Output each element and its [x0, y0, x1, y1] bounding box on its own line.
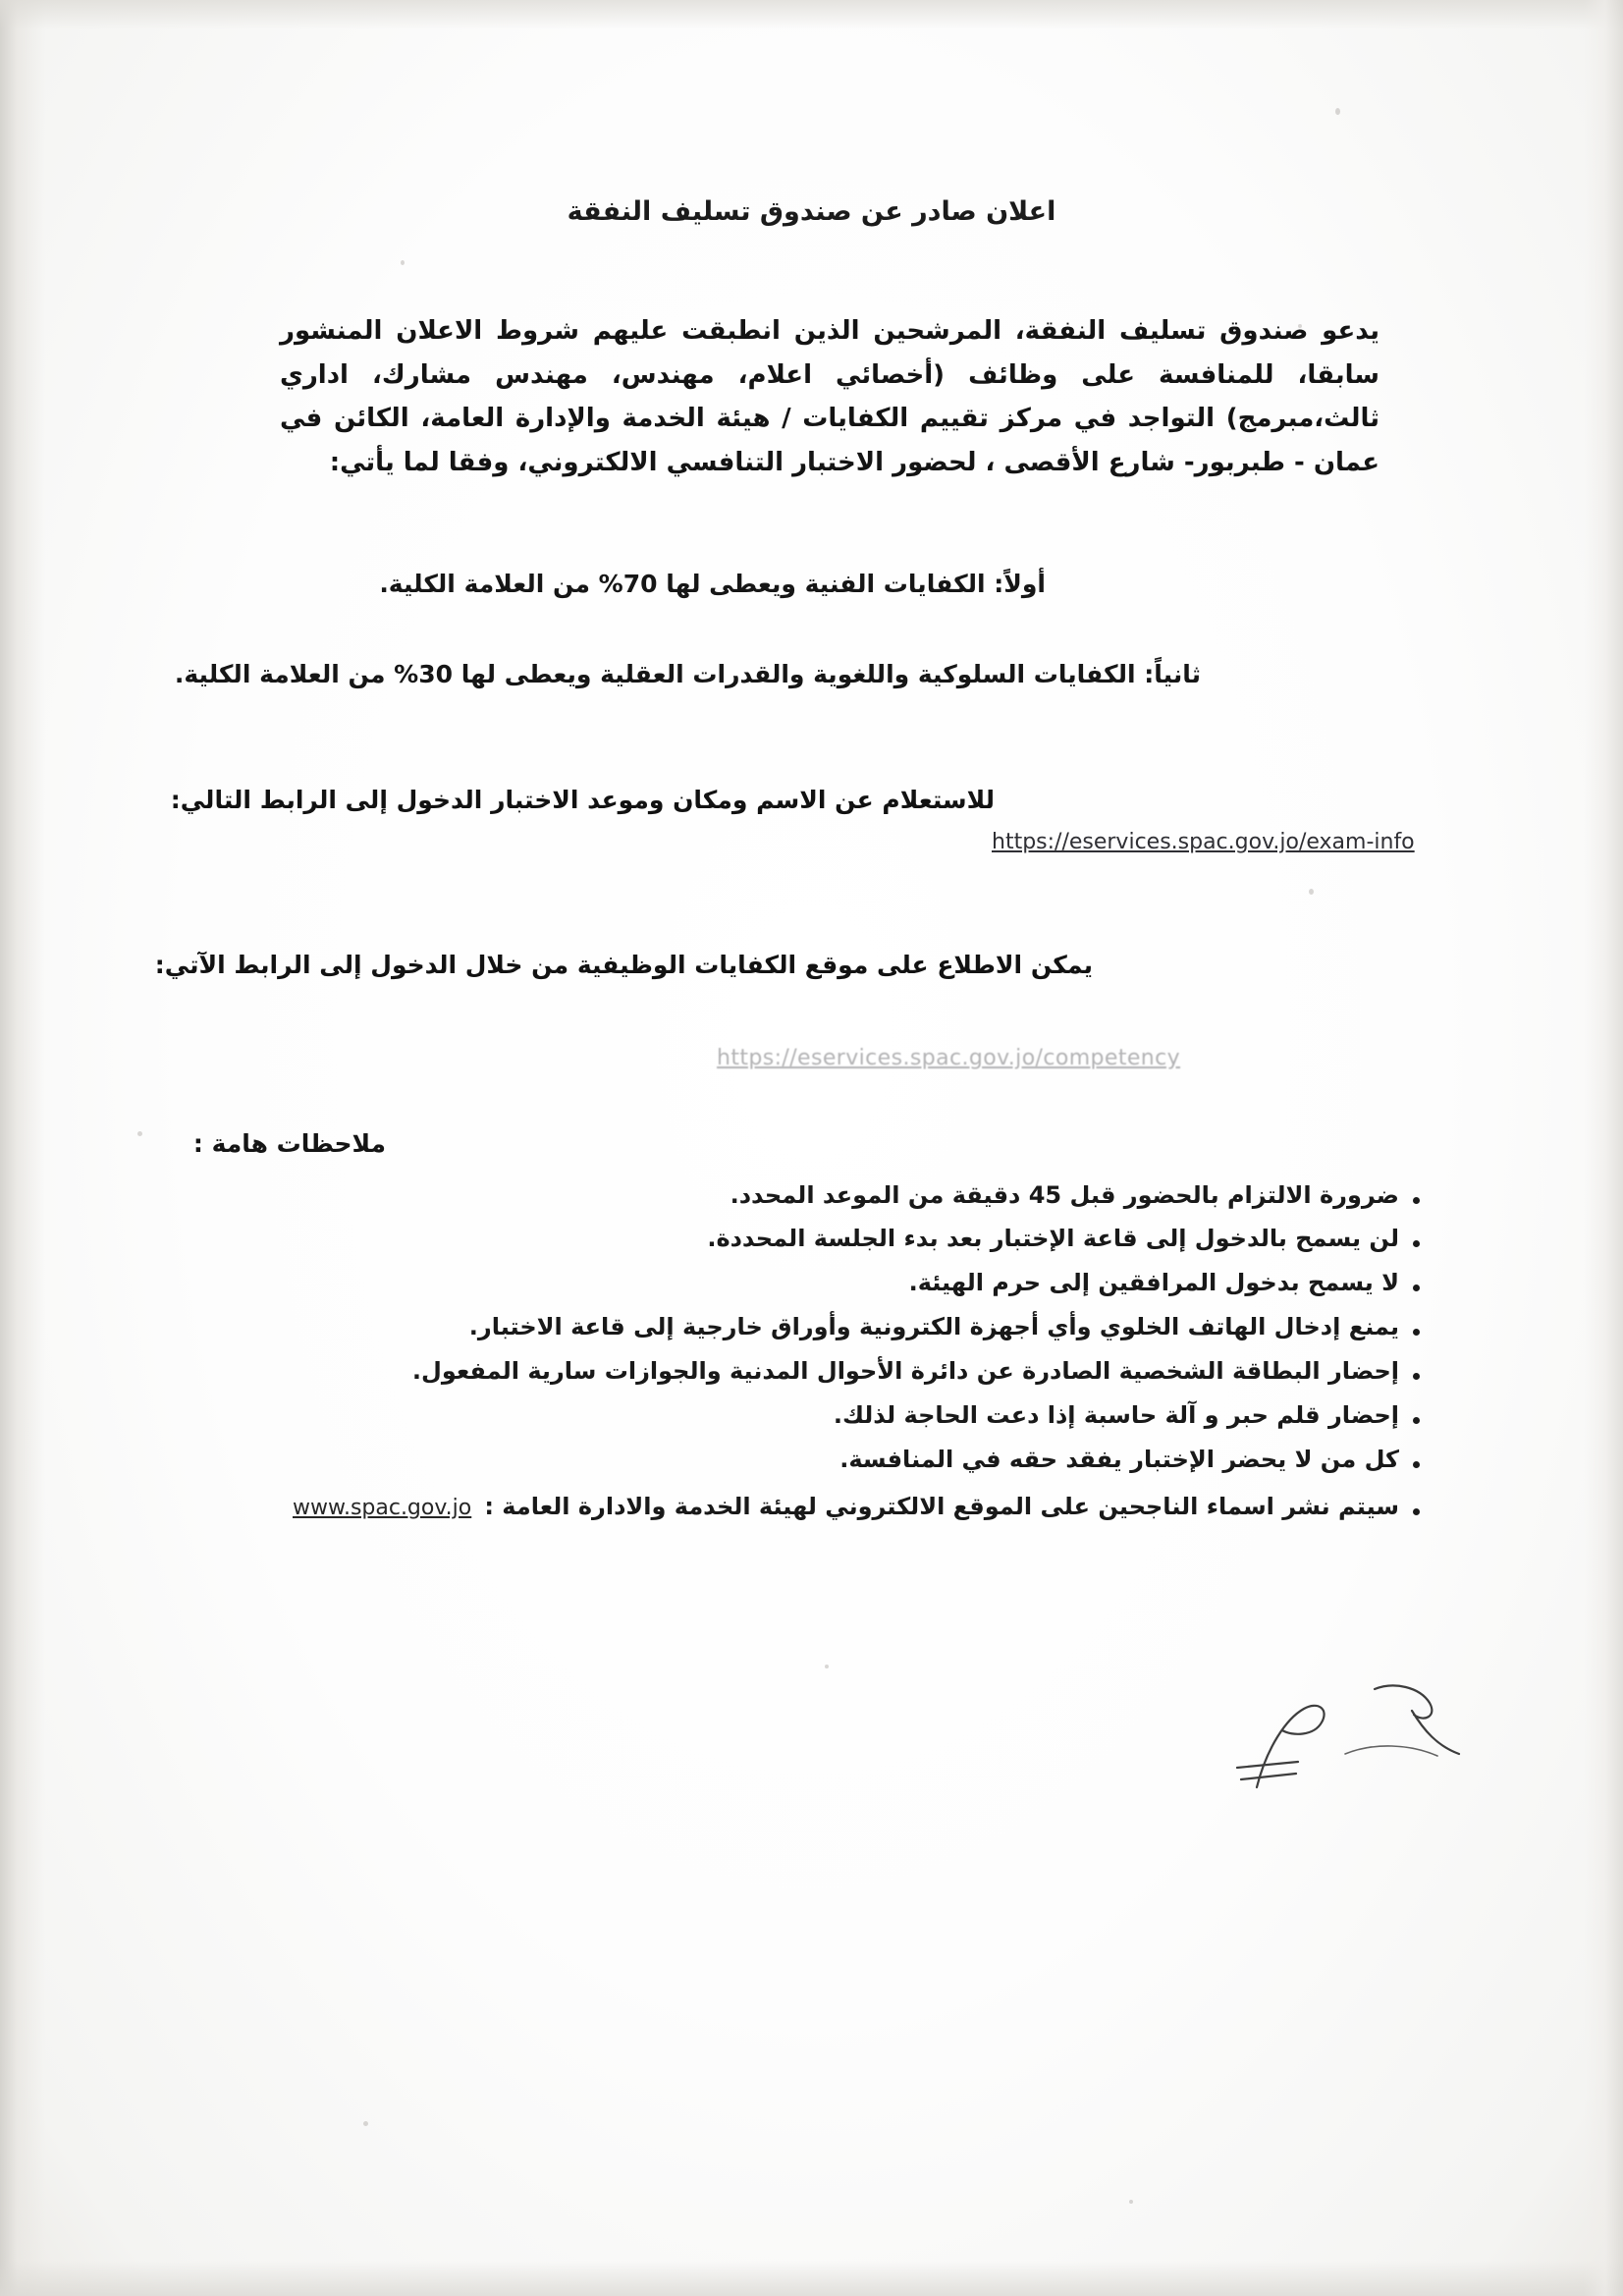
bullet-icon — [1413, 1508, 1420, 1515]
bullet-icon — [1413, 1240, 1420, 1247]
list-item-final — [0, 1493, 1623, 1520]
note-text: لن يسمح بالدخول إلى قاعة الإختبار بعد بدء الجلسة المحددة. — [707, 1225, 1399, 1252]
note-text: ضرورة الالتزام بالحضور قبل 45 دقيقة من الموعد المحدد. — [730, 1181, 1399, 1209]
bullet-icon — [1413, 1197, 1420, 1204]
note-text: إحضار البطاقة الشخصية الصادرة عن دائرة الأحوال المدنية والجوازات سارية المفعول. — [411, 1357, 1399, 1385]
handwritten-signature — [1227, 1660, 1483, 1817]
exam-info-lead: للاستعلام عن الاسم ومكان وموعد الاختبار الدخول إلى الرابط التالي: — [170, 786, 995, 814]
note-text: لا يسمح بدخول المرافقين إلى حرم الهيئة. — [908, 1269, 1399, 1296]
exam-info-link[interactable]: https://eservices.spac.gov.jo/exam-info — [992, 830, 1415, 854]
list-item — [0, 1225, 1623, 1252]
list-item — [0, 1401, 1623, 1429]
bullet-icon — [1413, 1461, 1420, 1468]
list-item — [0, 1313, 1623, 1340]
page-title: اعلان صادر عن صندوق تسليف النفقة — [567, 196, 1056, 227]
clause-first: أولاً: الكفايات الفنية ويعطى لها 70% من العلامة الكلية. — [379, 570, 1046, 598]
list-item — [0, 1446, 1623, 1473]
competency-link[interactable]: https://eservices.spac.gov.jo/competency — [717, 1046, 1181, 1070]
note-text: يمنع إدخال الهاتف الخلوي وأي أجهزة الكترونية وأوراق خارجية إلى قاعة الاختبار. — [468, 1313, 1399, 1340]
bullet-icon — [1413, 1285, 1420, 1291]
intro-paragraph: يدعو صندوق تسليف النفقة، المرشحين الذين انطبقت عليهم شروط الاعلان المنشور سابقا، للمنافسة على وظائف (أخصائي اعلام، مهندس، مهندس مشارك، اداري ثالث،مبرمج) التواجد في مركز تقييم الكفايات / هيئة الخدمة والإدارة العامة، الكائن في عمان - طبربور- شارع الأقصى ، لحضور الاختبار التنافسي الالكتروني، وفقا لما يأتي: — [280, 316, 1380, 478]
bullet-icon — [1413, 1329, 1420, 1336]
bullet-icon — [1413, 1417, 1420, 1424]
list-item — [0, 1269, 1623, 1296]
spac-website-link[interactable]: www.spac.gov.jo — [292, 1496, 472, 1520]
note-text: كل من لا يحضر الإختبار يفقد حقه في المنافسة. — [839, 1446, 1399, 1473]
final-note-text: سيتم نشر اسماء الناجحين على الموقع الالكتروني لهيئة الخدمة والادارة العامة : — [484, 1493, 1399, 1520]
clause-second: ثانياً: الكفايات السلوكية واللغوية والقدرات العقلية ويعطى لها 30% من العلامة الكلية. — [174, 660, 1201, 688]
list-item — [0, 1357, 1623, 1385]
bullet-icon — [1413, 1373, 1420, 1380]
competency-lead: يمكن الاطلاع على موقع الكفايات الوظيفية من خلال الدخول إلى الرابط الآتي: — [154, 951, 1093, 979]
list-item — [0, 1181, 1623, 1209]
note-text: إحضار قلم حبر و آلة حاسبة إذا دعت الحاجة لذلك. — [833, 1401, 1399, 1429]
notes-heading: ملاحظات هامة : — [192, 1129, 386, 1158]
